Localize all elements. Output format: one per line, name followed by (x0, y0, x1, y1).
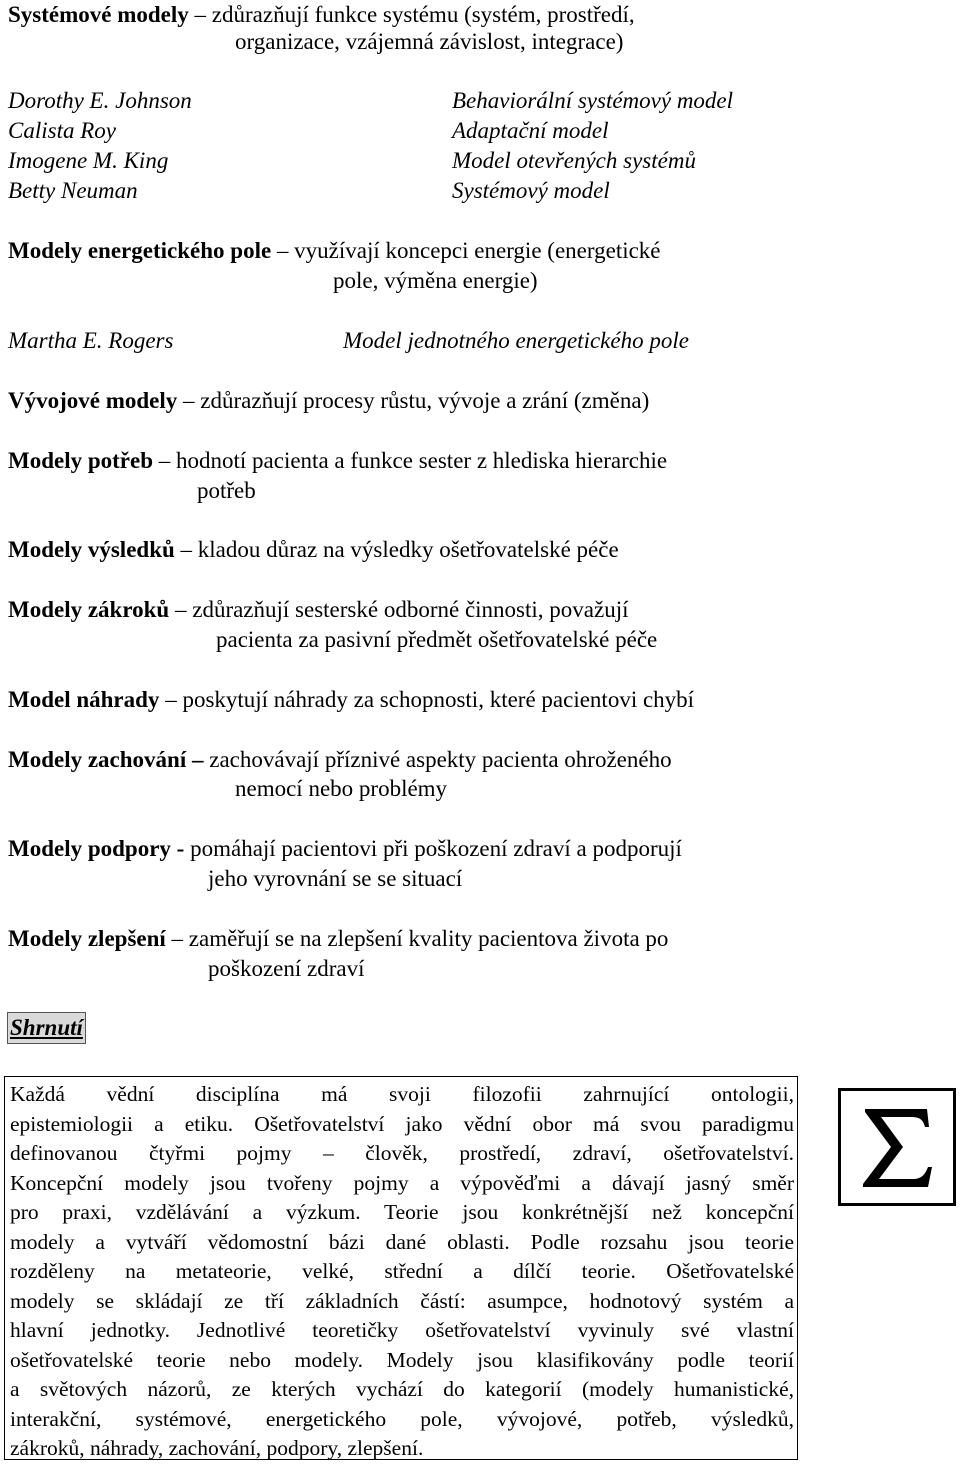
sigma-icon-graphic (841, 1091, 953, 1203)
summary-line: modely se skládají ze tří základních částí: asumpce, hodnotový systém a (10, 1289, 794, 1313)
summary-line: hlavní jednotky. Jednotlivé teoretičky ošetřovatelství vyvinuly své vlastní (10, 1318, 794, 1342)
support-models-line1 (8, 834, 682, 864)
outcome-models-line: Modely výsledků – kladou důraz na výsledky ošetřovatelské péče (8, 537, 619, 562)
needs-models-term: Modely potřeb (8, 448, 154, 473)
system-models-desc2: organizace, vzájemná závislost, integrace) (235, 29, 624, 54)
theorist-name: Betty Neuman (8, 178, 138, 203)
development-models-term: Vývojové modely (8, 388, 178, 413)
summary-line: zákroků, náhrady, zachování, podpory, zlepšení. (10, 1436, 424, 1460)
conservation-models-line1 (8, 745, 672, 775)
theorist-model: Model jednotného energetického pole (343, 328, 689, 353)
conservation-models-term: Modely zachování – (8, 747, 204, 772)
support-models-desc2: jeho vyrovnání se se situací (208, 866, 463, 891)
energy-models-desc1: využívají koncepci energie (energetické (294, 238, 661, 263)
summary-line: epistemiologii a etiku. Ošetřovatelství jako vědní obor má svou paradigmu (10, 1112, 794, 1136)
summary-line: Koncepční modely jsou tvořeny pojmy a výpověďmi a dávají jasný směr (10, 1171, 794, 1195)
theorist-model: Behaviorální systémový model (452, 88, 734, 113)
conservation-models-desc1: zachovávají příznivé aspekty pacienta ohroženého (209, 747, 672, 772)
theorist-name: Martha E. Rogers (8, 328, 174, 353)
theorist-name: Calista Roy (8, 118, 116, 143)
theorist-model: Systémový model (452, 178, 610, 203)
intervention-models-line1: Modely zákroků – zdůrazňují sesterské odborné činnosti, považují (8, 597, 629, 622)
improvement-models-line1: Modely zlepšení – zaměřují se na zlepšení kvality pacientova života po (8, 926, 669, 951)
summary-line: rozděleny na metateorie, velké, střední a dílčí teorie. Ošetřovatelské (10, 1259, 794, 1283)
development-models-line: Vývojové modely – zdůrazňují procesy růstu, vývoje a zrání (změna) (8, 388, 650, 413)
needs-models-desc1: hodnotí pacienta a funkce sester z hlediska hierarchie (176, 448, 668, 473)
improvement-models-desc2: poškození zdraví (208, 956, 365, 981)
summary-line: interakční, systémové, energetického pole, vývojové, potřeb, výsledků, (10, 1407, 794, 1431)
intervention-models-desc2: pacienta za pasivní předmět ošetřovatelské péče (216, 627, 658, 652)
energy-models-term: Modely energetického pole (8, 238, 272, 263)
support-models-desc1: pomáhají pacientovi při poškození zdraví a podporují (190, 836, 682, 861)
theorist-name: Imogene M. King (8, 148, 169, 173)
theorist-model: Adaptační model (452, 118, 609, 143)
system-models-line1: Systémové modely – zdůrazňují funkce systému (systém, prostředí, (8, 2, 635, 27)
sigma-icon (838, 1088, 956, 1206)
energy-models-line1: Modely energetického pole – využívají koncepci energie (energetické (8, 238, 661, 263)
outcome-models-desc1: kladou důraz na výsledky ošetřovatelské péče (197, 537, 619, 562)
substitution-model-desc1: poskytují náhrady za schopnosti, které pacientovi chybí (182, 687, 695, 712)
system-models-term: Systémové modely (8, 2, 189, 27)
summary-line: pro praxi, vzdělávání a výzkum. Teorie jsou konkrétnější než koncepční (10, 1200, 794, 1224)
energy-models-desc2: pole, výměna energie) (333, 268, 538, 293)
conservation-models-desc2: nemocí nebo problémy (235, 776, 448, 801)
summary-line: ošetřovatelské teorie nebo modely. Modely jsou klasifikovány podle teorií (10, 1348, 794, 1372)
theorist-model: Model otevřených systémů (452, 148, 696, 173)
substitution-model-line: Model náhrady – poskytují náhrady za schopnosti, které pacientovi chybí (8, 687, 695, 712)
development-models-desc1: zdůrazňují procesy růstu, vývoje a zrání (změna) (200, 388, 650, 413)
summary-line: modely a vytváří vědomostní bázi dané oblasti. Podle rozsahu jsou teorie (10, 1230, 794, 1254)
substitution-model-term: Model náhrady (8, 687, 160, 712)
summary-box (4, 1076, 798, 1460)
needs-models-line1: Modely potřeb – hodnotí pacienta a funkce sester z hlediska hierarchie (8, 448, 668, 473)
needs-models-desc2: potřeb (197, 478, 256, 503)
system-models-desc1: zdůrazňují funkce systému (systém, prostředí, (211, 2, 635, 27)
improvement-models-desc1: zaměřují se na zlepšení kvality pacientova života po (188, 926, 669, 951)
intervention-models-desc1: zdůrazňují sesterské odborné činnosti, považují (192, 597, 629, 622)
support-models-term: Modely podpory - (8, 836, 185, 861)
theorist-name: Dorothy E. Johnson (8, 88, 192, 113)
summary-line: a světových názorů, ze kterých vychází do kategorií (modely humanistické, (10, 1377, 794, 1401)
intervention-models-term: Modely zákroků (8, 597, 170, 622)
summary-line: Každá vědní disciplína má svoji filozofii zahrnující ontologii, (10, 1082, 794, 1106)
improvement-models-term: Modely zlepšení (8, 926, 166, 951)
summary-heading: Shrnutí (7, 1012, 86, 1044)
summary-line: definovanou čtyřmi pojmy – člověk, prostředí, zdraví, ošetřovatelství. (10, 1141, 794, 1165)
outcome-models-term: Modely výsledků (8, 537, 175, 562)
